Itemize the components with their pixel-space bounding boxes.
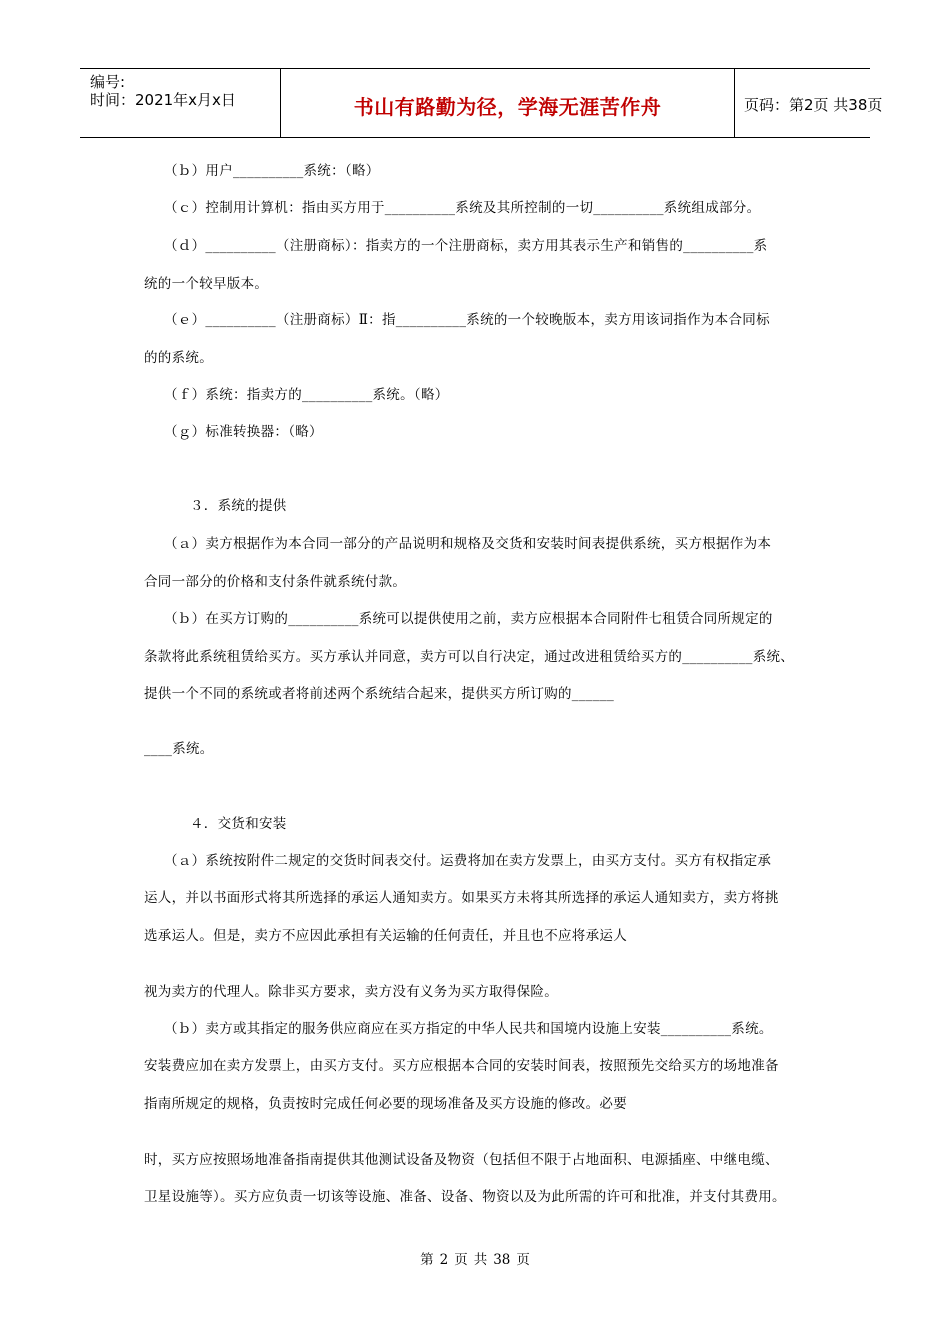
- body-line: 运人，并以书面形式将其所选择的承运人通知卖方。如果买方未将其所选择的承运人通知卖方，卖方将挑: [144, 890, 779, 906]
- body-line: 时，买方应按照场地准备指南提供其他测试设备及物资（包括但不限于占地面积、电源插座、中继电缆、: [144, 1152, 779, 1168]
- body-line: （ｆ）系统：指卖方的__________系统。（略）: [164, 387, 449, 403]
- footer-page-number: 2: [439, 1252, 449, 1268]
- body-line: ____系统。: [144, 741, 214, 757]
- body-line: 视为卖方的代理人。除非买方要求，卖方没有义务为买方取得保险。: [144, 984, 558, 1000]
- section-heading: ３．系统的提供: [190, 498, 287, 514]
- body-line: （ｇ）标准转换器：（略）: [164, 424, 323, 440]
- body-line: 安装费应加在卖方发票上，由买方支付。买方应根据本合同的安装时间表，按照预先交给买方的场地准备: [144, 1058, 779, 1074]
- body-line: （ｅ）__________（注册商标）Ⅱ：指__________系统的一个较晚版本，卖方用该词指作为本合同标: [164, 312, 770, 328]
- body-line: （ａ）系统按附件二规定的交货时间表交付。运费将加在卖方发票上，由买方支付。买方有权指定承: [164, 853, 772, 869]
- body-line: 条款将此系统租赁给买方。买方承认并同意，卖方可以自行决定，通过改进租赁给买方的__________系统、: [144, 649, 795, 665]
- body-line: 指南所规定的规格，负责按时完成任何必要的现场准备及买方设施的修改。必要: [144, 1096, 627, 1112]
- header-page-cell: [734, 69, 883, 137]
- body-line: （ｂ）卖方或其指定的服务供应商应在买方指定的中华人民共和国境内设施上安装__________系统。: [164, 1021, 773, 1037]
- document-number-label: 编号:: [90, 73, 126, 91]
- body-line: 选承运人。但是，卖方不应因此承担有关运输的任何责任，并且也不应将承运人: [144, 928, 627, 944]
- body-line: 合同一部分的价格和支付条件就系统付款。: [144, 574, 407, 590]
- body-line: 卫星设施等）。买方应负责一切该等设施、准备、设备、物资以及为此所需的许可和批准，并支付其费用。: [144, 1189, 786, 1205]
- body-line: （ｂ）在买方订购的__________系统可以提供使用之前，卖方应根据本合同附件七租赁合同所规定的: [164, 611, 773, 627]
- footer-ye: 页: [454, 1252, 468, 1268]
- section-heading: ４．交货和安装: [190, 816, 287, 832]
- body-line: （ｃ）控制用计算机：指由买方用于__________系统及其所控制的一切__________系统组成部分。: [164, 200, 761, 216]
- footer-di: 第: [420, 1252, 434, 1268]
- body-line: （ｄ）__________（注册商标）：指卖方的一个注册商标，卖方用其表示生产和销售的__________系: [164, 238, 768, 254]
- body-line: （ｂ）用户__________系统：（略）: [164, 163, 380, 179]
- header-motto: 书山有路勤为径，学海无涯苦作舟: [353, 95, 662, 119]
- footer-total-pages: 38: [493, 1252, 511, 1268]
- document-time-label: 时间：2021年x月x日: [90, 91, 236, 109]
- header-motto-cell: [280, 69, 735, 137]
- footer-gong: 共: [473, 1252, 488, 1268]
- footer-ye: 页: [516, 1252, 530, 1268]
- body-line: （ａ）卖方根据作为本合同一部分的产品说明和规格及交货和安装时间表提供系统，买方根据作为本: [164, 536, 772, 552]
- body-line: 统的一个较早版本。: [144, 276, 269, 292]
- body-line: 提供一个不同的系统或者将前述两个系统结合起来，提供买方所订购的______: [144, 686, 615, 702]
- header-meta-cell: [80, 69, 280, 137]
- body-line: 的的系统。: [144, 350, 213, 366]
- page-header: [80, 68, 883, 138]
- page-footer: [0, 1248, 950, 1268]
- header-page-number: 页码：第2页 共38页: [744, 96, 883, 114]
